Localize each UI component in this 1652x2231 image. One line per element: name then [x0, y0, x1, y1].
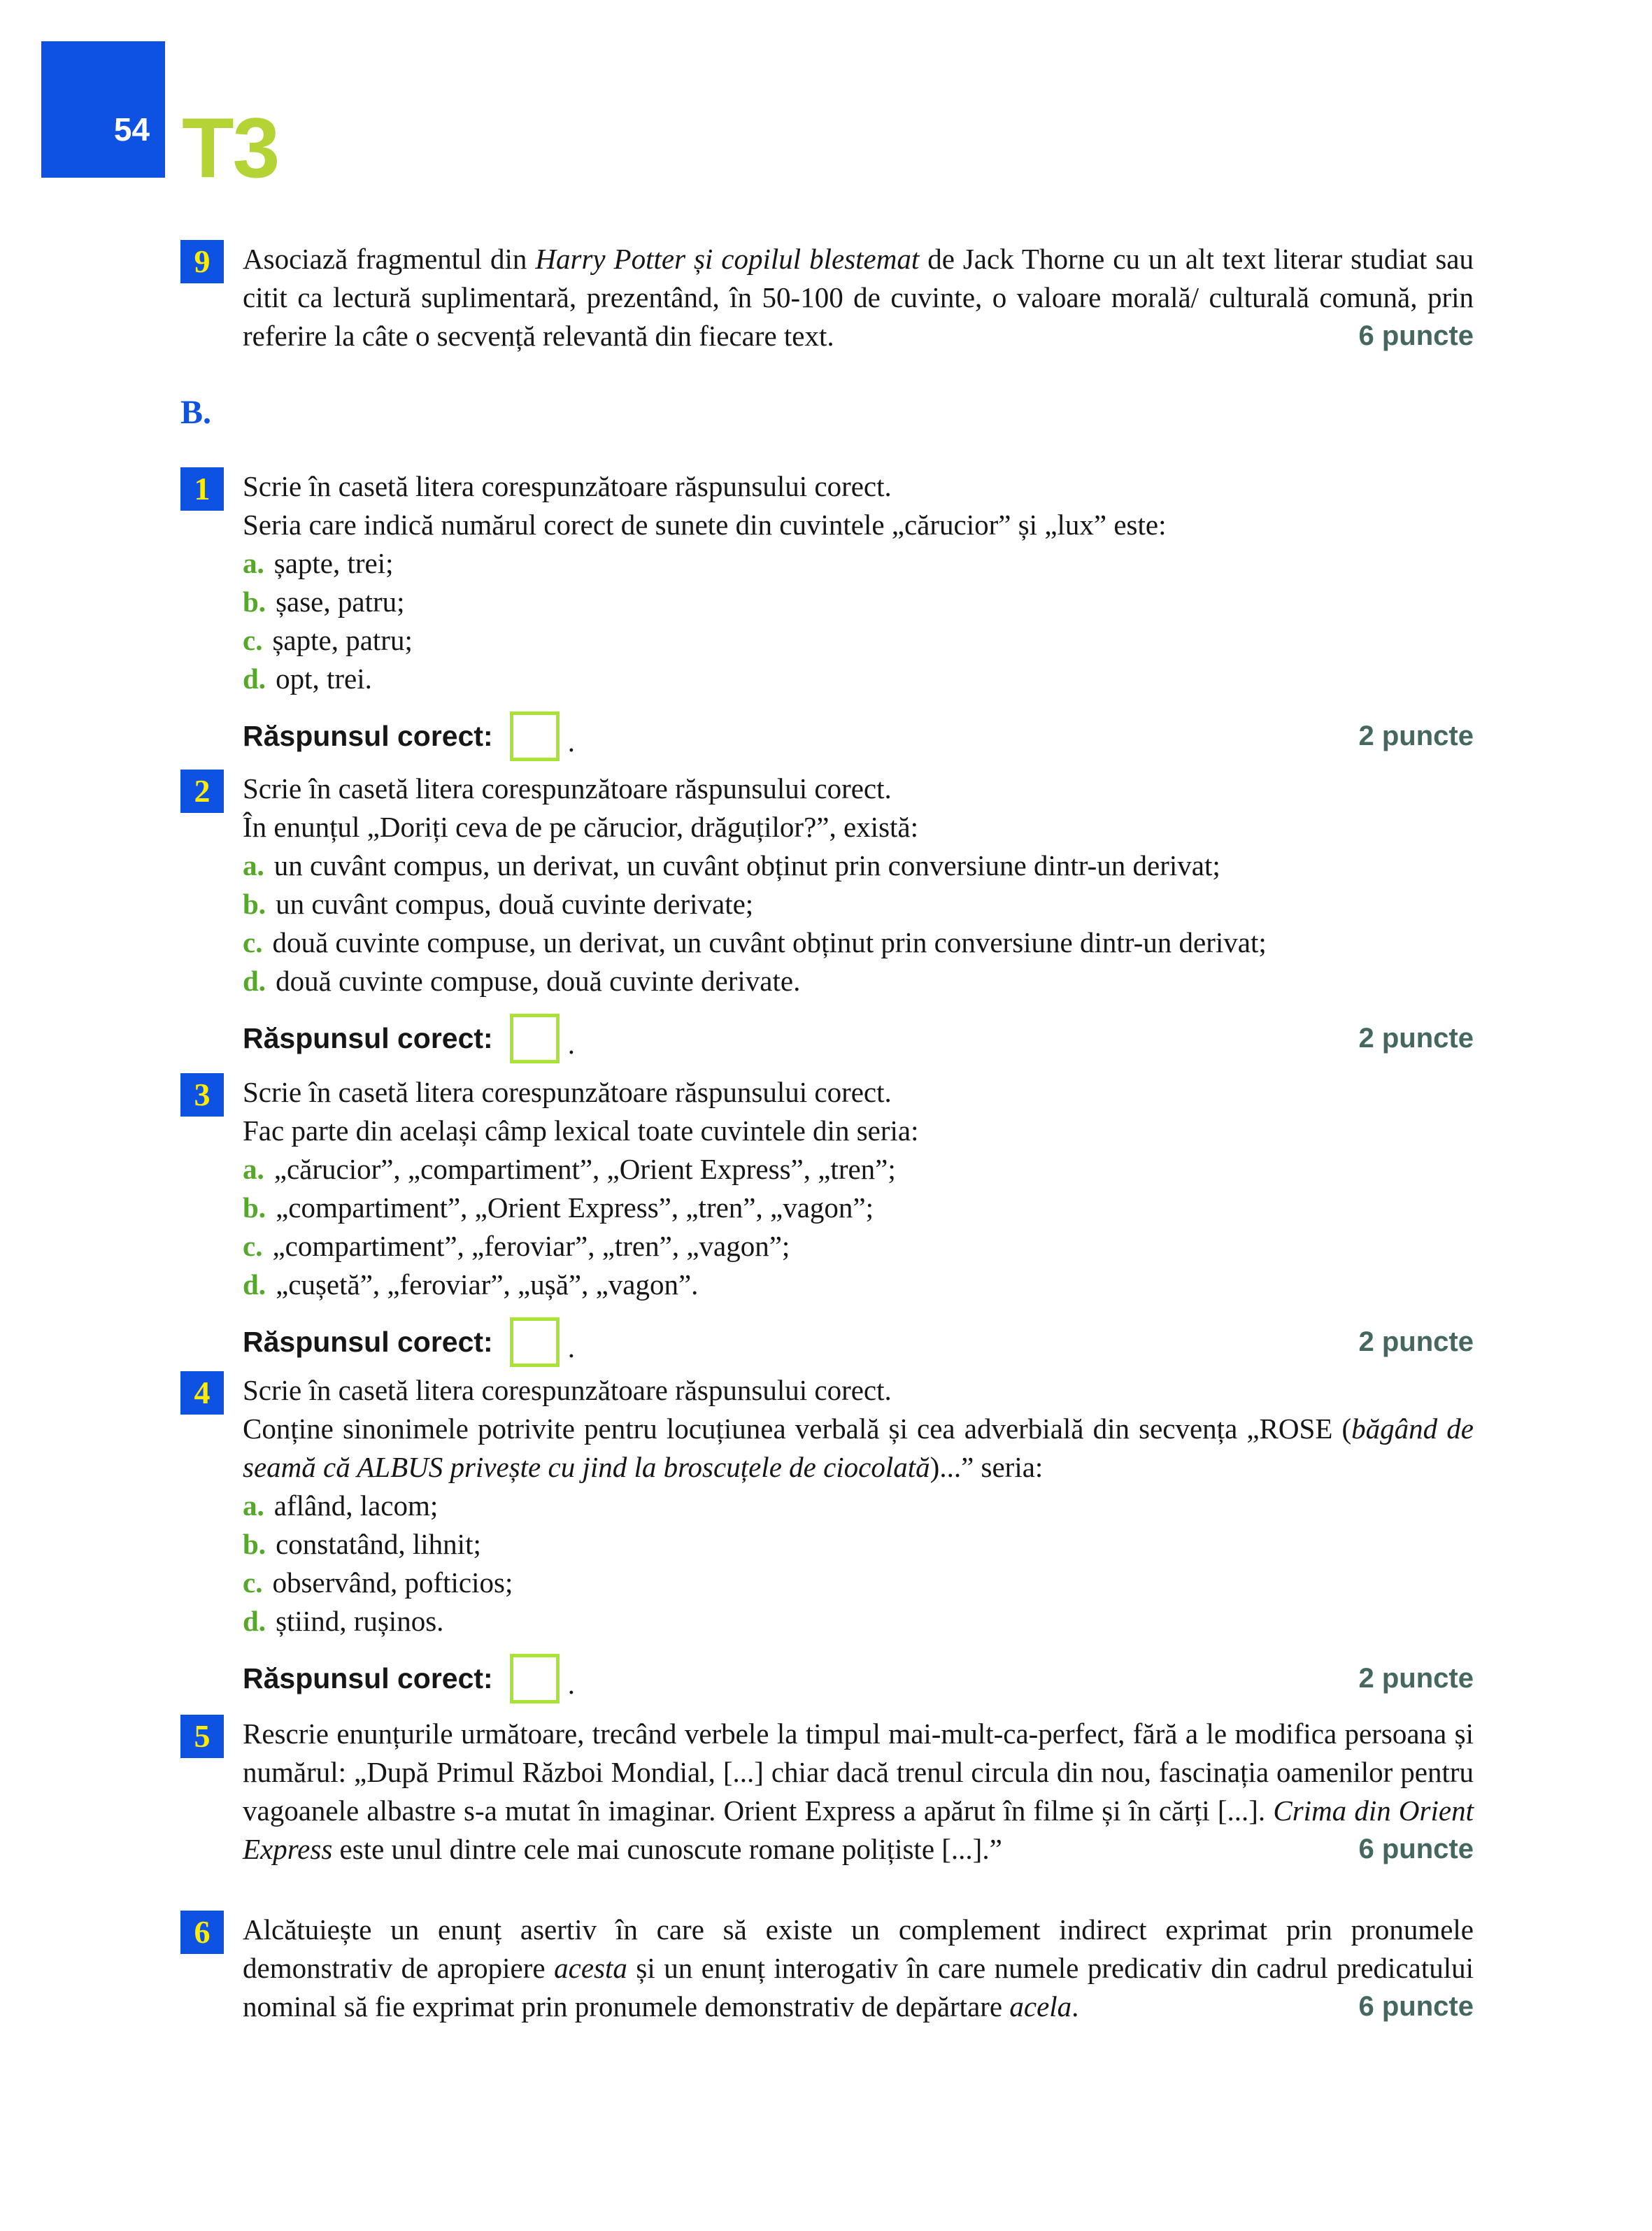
option-text: „compartiment”, „feroviar”, „tren”, „vagon”; [272, 1230, 790, 1262]
question-5 [180, 1715, 1474, 1869]
option-text: opt, trei. [276, 663, 372, 695]
answer-label: Răspunsul corect: [243, 1662, 493, 1694]
option-d [243, 1602, 1474, 1641]
answer-label: Răspunsul corect: [243, 1325, 493, 1358]
answer-box[interactable] [510, 711, 560, 761]
question-text-italic: acesta [554, 1952, 627, 1984]
option-c [243, 923, 1474, 962]
points-label: 2 puncte [1358, 720, 1474, 751]
question-2 [180, 770, 1474, 1065]
question-number-badge: 6 [180, 1911, 224, 1954]
option-c [243, 1227, 1474, 1266]
question-stem: Fac parte din același câmp lexical toate cuvintele din seria: [243, 1114, 919, 1147]
option-b [243, 583, 1474, 621]
option-letter: a. [243, 547, 264, 579]
question-9 [180, 240, 1474, 355]
question-text-italic: Harry Potter și copilul blestemat [535, 243, 920, 275]
question-4 [180, 1371, 1474, 1705]
option-letter: b. [243, 1191, 266, 1224]
answer-period: . [567, 725, 575, 758]
question-1 [180, 467, 1474, 763]
question-text [243, 1911, 1474, 2026]
option-letter: b. [243, 586, 266, 618]
option-text: două cuvinte compuse, două cuvinte derivate. [276, 965, 801, 997]
option-letter: c. [243, 1230, 263, 1262]
points-label: 6 puncte [1358, 1991, 1474, 2022]
option-a [243, 847, 1474, 885]
answer-period: . [567, 1668, 575, 1700]
answer-label: Răspunsul corect: [243, 719, 493, 752]
unit-tag: T3 [182, 100, 279, 195]
option-b [243, 1189, 1474, 1227]
section-heading: B. [180, 394, 212, 431]
question-text-run: este unul dintre cele mai cunoscute romane polițiste [...].” [332, 1833, 1002, 1865]
option-letter: d. [243, 1268, 266, 1301]
question-stem: Seria care indică numărul corect de sunete din cuvintele „cărucior” și „lux” este: [243, 509, 1167, 541]
answer-row [243, 1315, 1474, 1368]
page-number-box [41, 41, 165, 178]
question-number-badge: 4 [180, 1371, 224, 1415]
question-number-badge: 1 [180, 467, 224, 511]
answer-box[interactable] [510, 1317, 560, 1367]
question-stem-run: Conține sinonimele potrivite pentru locuțiunea verbală și cea adverbială din secvența „ROSE ( [243, 1412, 1352, 1445]
option-letter: b. [243, 1528, 266, 1560]
option-text: un cuvânt compus, un derivat, un cuvânt obținut prin conversiune dintr-un derivat; [273, 849, 1220, 881]
question-stem [243, 1410, 1474, 1487]
question-text-italic: Crima din Orient Express [243, 1794, 1474, 1865]
option-a [243, 1150, 1474, 1189]
points-label: 6 puncte [1358, 1834, 1474, 1864]
option-text: aflând, lacom; [273, 1489, 439, 1522]
question-number-badge: 5 [180, 1715, 224, 1758]
page-number: 54 [113, 111, 150, 148]
option-c [243, 1564, 1474, 1602]
option-letter: d. [243, 663, 266, 695]
question-text [243, 240, 1474, 355]
option-letter: a. [243, 1153, 264, 1185]
option-c [243, 621, 1474, 660]
question-6 [180, 1911, 1474, 2026]
option-letter: c. [243, 926, 263, 958]
points-label: 6 puncte [1358, 320, 1474, 351]
question-number-badge: 2 [180, 770, 224, 813]
points-label: 2 puncte [1358, 1022, 1474, 1054]
question-stem-italic: băgând de seamă că ALBUS privește cu jind la broscuțele de ciocolată [243, 1412, 1474, 1483]
option-d [243, 1266, 1474, 1304]
answer-period: . [567, 1028, 575, 1060]
option-letter: a. [243, 849, 264, 881]
answer-row [243, 1012, 1474, 1065]
question-text-italic: acela [1009, 1990, 1072, 2023]
answer-period: . [567, 1331, 575, 1364]
option-text: constatând, lihnit; [276, 1528, 481, 1560]
question-number-badge: 3 [180, 1073, 224, 1117]
option-text: „cușetă”, „feroviar”, „ușă”, „vagon”. [276, 1268, 699, 1301]
question-text-run: Alcătuiește un enunț asertiv în care să existe un complement indirect exprimat prin pronumele demonstrativ de apropiere [243, 1913, 1474, 1984]
question-text [243, 1715, 1474, 1869]
question-number-badge: 9 [180, 240, 224, 283]
question-intro: Scrie în casetă litera corespunzătoare răspunsului corect. [243, 772, 892, 805]
option-a [243, 544, 1474, 583]
option-letter: d. [243, 965, 266, 997]
question-stem-run: )...” seria: [930, 1451, 1044, 1483]
question-intro: Scrie în casetă litera corespunzătoare răspunsului corect. [243, 1076, 892, 1108]
question-intro: Scrie în casetă litera corespunzătoare răspunsului corect. [243, 1374, 892, 1406]
option-letter: c. [243, 624, 263, 656]
option-text: „compartiment”, „Orient Express”, „tren”, „vagon”; [276, 1191, 874, 1224]
question-text-run: Asociază fragmentul din [243, 243, 536, 275]
question-text-run: de Jack Thorne cu un alt text literar studiat sau citit ca lectură suplimentară, prezentând, în 50-100 de cuvinte, o valoare morală/ culturală comună, prin referire la câte o secvență relevantă din fiecare text. [243, 243, 1474, 352]
option-text: șapte, patru; [272, 624, 413, 656]
option-a [243, 1487, 1474, 1525]
option-b [243, 885, 1474, 923]
question-stem: În enunțul „Doriți ceva de pe cărucior, drăguților?”, există: [243, 811, 919, 843]
option-letter: d. [243, 1605, 266, 1637]
option-text: șapte, trei; [273, 547, 394, 579]
option-text: știind, rușinos. [276, 1605, 444, 1637]
answer-row [243, 1652, 1474, 1705]
option-text: două cuvinte compuse, un derivat, un cuvânt obținut prin conversiune dintr-un derivat; [272, 926, 1267, 958]
answer-box[interactable] [510, 1014, 560, 1063]
option-b [243, 1525, 1474, 1564]
option-d [243, 962, 1474, 1000]
answer-box[interactable] [510, 1654, 560, 1704]
question-3 [180, 1073, 1474, 1368]
option-letter: c. [243, 1566, 263, 1599]
option-text: „cărucior”, „compartiment”, „Orient Express”, „tren”; [273, 1153, 896, 1185]
option-text: observând, pofticios; [272, 1566, 513, 1599]
option-text: șase, patru; [276, 586, 405, 618]
question-text-run: . [1071, 1990, 1079, 2023]
question-intro: Scrie în casetă litera corespunzătoare răspunsului corect. [243, 470, 892, 502]
option-letter: b. [243, 888, 266, 920]
option-letter: a. [243, 1489, 264, 1522]
answer-label: Răspunsul corect: [243, 1021, 493, 1054]
option-text: un cuvânt compus, două cuvinte derivate; [276, 888, 754, 920]
question-text-run: și un enunț interogativ în care numele predicativ din cadrul predicatului nominal să fie exprimat prin pronumele demonstrativ de depărtare [243, 1952, 1474, 2023]
question-text-run: Rescrie enunțurile următoare, trecând verbele la timpul mai-mult-ca-perfect, fără a le modifica persoana și numărul: „După Primul Război Mondial, [...] chiar dacă trenul circula din nou, fascinația oamenilor pentru vagoanele albastre s-a mutat în imaginar. Orient Express a apărut în filme și în cărți [...]. [243, 1717, 1474, 1827]
points-label: 2 puncte [1358, 1326, 1474, 1357]
option-d [243, 660, 1474, 698]
answer-row [243, 709, 1474, 763]
points-label: 2 puncte [1358, 1662, 1474, 1694]
